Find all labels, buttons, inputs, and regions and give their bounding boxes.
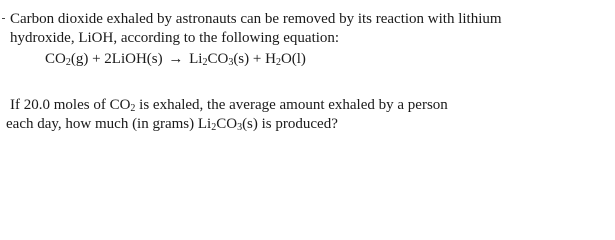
reactant-state-and-lioh: (g) + 2LiOH(s) <box>70 51 163 67</box>
question-text-2a: each day, how much (in grams) Li <box>6 116 212 132</box>
intro-text-2: hydroxide, LiOH, according to the following equation: <box>10 30 340 46</box>
product-co3-subscript: 3 <box>228 57 234 68</box>
question-co: CO <box>216 116 238 132</box>
question-line-1 <box>10 96 448 114</box>
intro-line-1 <box>10 10 502 28</box>
reaction-arrow-icon: → <box>168 51 184 67</box>
product-h2-subscript: 2 <box>275 57 281 68</box>
product-co: CO <box>207 51 229 67</box>
product-li: Li <box>189 51 203 67</box>
question-text-2b: (s) is produced? <box>242 116 338 132</box>
list-marker <box>2 18 5 19</box>
intro-text-1: Carbon dioxide exhaled by astronauts can be removed by its reaction with lithium <box>10 11 502 27</box>
product-state-and-h: (s) + H <box>233 51 276 67</box>
question-text-1a: If 20.0 moles of CO <box>10 97 131 113</box>
reactant-co2-subscript: 2 <box>65 57 71 68</box>
product-water: O(l) <box>280 51 306 67</box>
question-co3-subscript: 3 <box>237 122 243 133</box>
reactant-co2: CO <box>45 51 66 67</box>
product-li-subscript: 2 <box>202 57 208 68</box>
question-line-2 <box>6 115 338 133</box>
question-text-1b: is exhaled, the average amount exhaled by a person <box>135 97 448 113</box>
question-co2-subscript: 2 <box>130 103 136 114</box>
chemical-equation <box>45 50 306 68</box>
intro-line-2 <box>10 29 339 47</box>
question-li-subscript: 2 <box>211 122 217 133</box>
